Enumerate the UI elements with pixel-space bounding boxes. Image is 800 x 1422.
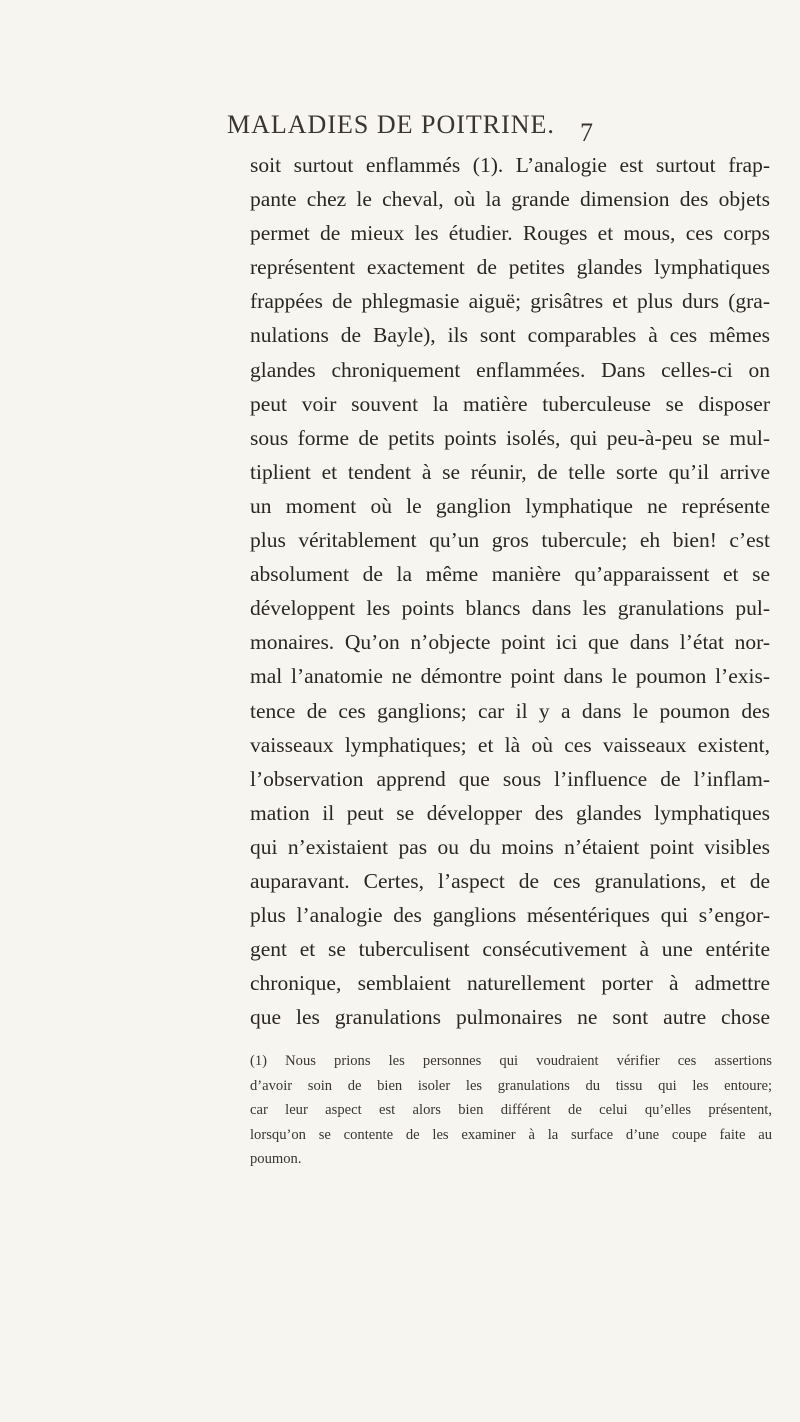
text-line: sous forme de petits points isolés, qui peu-à-peu se mul- xyxy=(250,425,770,450)
text-line: qui n’existaient pas ou du moins n’étaient point visibles xyxy=(250,834,770,859)
text-line: peut voir souvent la matière tuberculeuse se disposer xyxy=(250,391,770,416)
text-line: glandes chroniquement enflammées. Dans celles-ci on xyxy=(250,357,770,382)
text-line: pante chez le cheval, où la grande dimension des objets xyxy=(250,187,770,212)
footnote-line: d’avoir soin de bien isoler les granulations du tissu qui les entoure; xyxy=(250,1077,772,1094)
text-line: développent les points blancs dans les granulations pul- xyxy=(250,596,770,621)
text-line: gent et se tuberculisent consécutivement à une entérite xyxy=(250,937,770,962)
page-number: 7 xyxy=(580,118,593,147)
text-line: auparavant. Certes, l’aspect de ces granulations, et de xyxy=(250,868,770,893)
running-head: MALADIES DE POITRINE. xyxy=(227,110,555,139)
text-line: mal l’anatomie ne démontre point dans le poumon l’exis- xyxy=(250,664,770,689)
text-line: que les granulations pulmonaires ne sont autre chose xyxy=(250,1005,770,1030)
text-line: monaires. Qu’on n’objecte point ici que dans l’état nor- xyxy=(250,630,770,655)
footnote-line: car leur aspect est alors bien différent de celui qu’elles présentent, xyxy=(250,1102,772,1119)
text-line: chronique, semblaient naturellement porter à admettre xyxy=(250,971,770,996)
text-line: permet de mieux les étudier. Rouges et mous, ces corps xyxy=(250,221,770,246)
text-line: un moment où le ganglion lymphatique ne représente xyxy=(250,493,770,518)
text-line: l’observation apprend que sous l’influence de l’inflam- xyxy=(250,766,770,791)
footnote-line: poumon. xyxy=(250,1151,302,1168)
text-line: soit surtout enflammés (1). L’analogie est surtout frap- xyxy=(250,153,770,177)
text-line: plus l’analogie des ganglions mésentériques qui s’engor- xyxy=(250,903,770,928)
text-line: vaisseaux lymphatiques; et là où ces vaisseaux existent, xyxy=(250,732,770,757)
text-line: nulations de Bayle), ils sont comparables à ces mêmes xyxy=(250,323,770,348)
body-text xyxy=(250,148,770,1034)
text-line: absolument de la même manière qu’apparaissent et se xyxy=(250,562,770,587)
text-line: représentent exactement de petites glandes lymphatiques xyxy=(250,255,770,280)
text-line: frappées de phlegmasie aiguë; grisâtres et plus durs (gra- xyxy=(250,289,770,314)
text-line: tence de ces ganglions; car il y a dans le poumon des xyxy=(250,698,770,723)
text-line: mation il peut se développer des glandes lymphatiques xyxy=(250,800,770,825)
page-header xyxy=(0,110,800,150)
footnote-line: lorsqu’on se contente de les examiner à la surface d’une coupe faite au xyxy=(250,1126,772,1143)
text-line: plus véritablement qu’un gros tubercule; eh bien! c’est xyxy=(250,528,770,553)
footnote xyxy=(250,1049,772,1172)
footnote-line: (1) Nous prions les personnes qui voudraient vérifier ces assertions xyxy=(250,1053,772,1069)
text-line: tiplient et tendent à se réunir, de telle sorte qu’il arrive xyxy=(250,459,770,484)
